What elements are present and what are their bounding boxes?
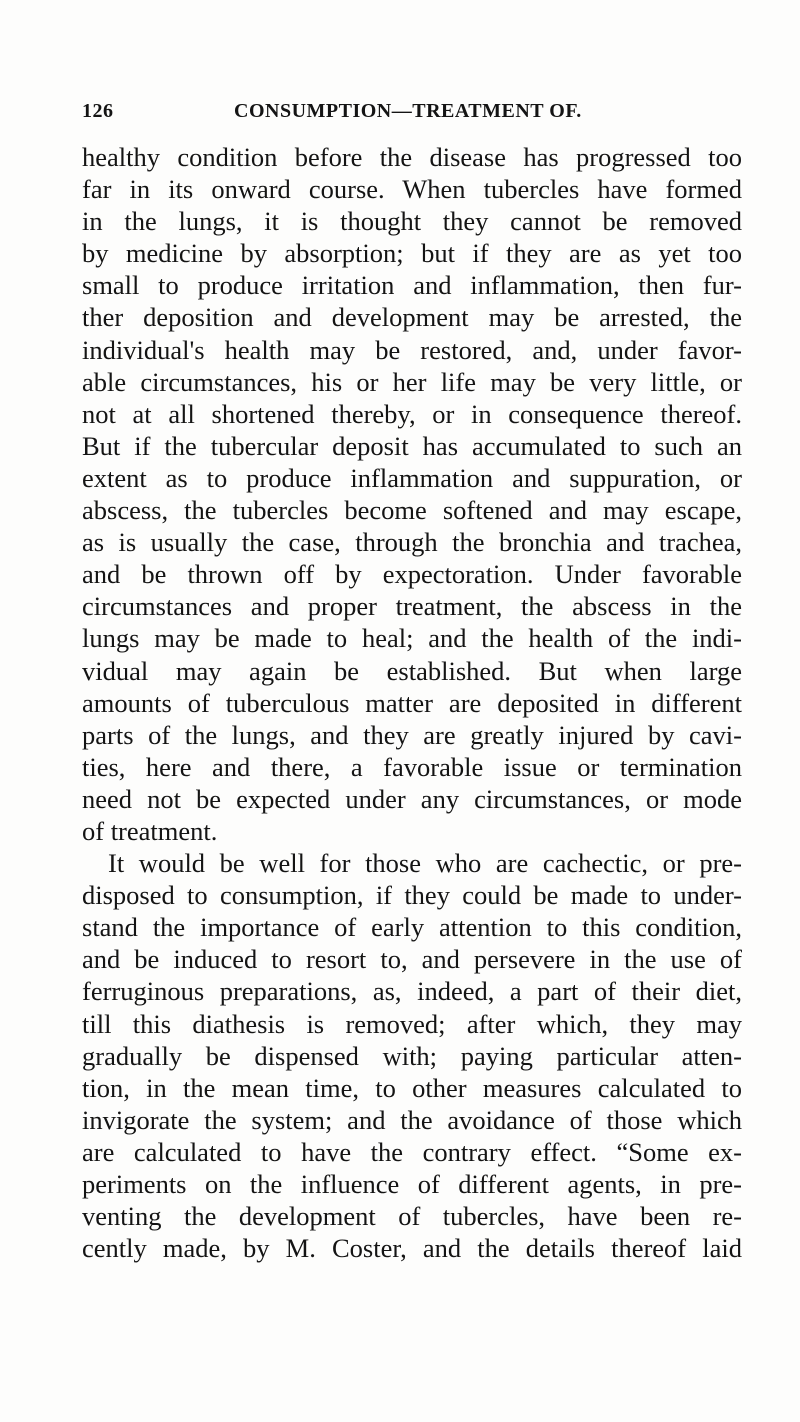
text-line: small to produce irritation and inflammation, then fur- — [82, 270, 742, 301]
text-line: vidual may again be established. But when large — [82, 655, 742, 686]
text-line: ther deposition and development may be arrested, the — [82, 302, 742, 333]
text-line: lungs may be made to heal; and the health of the indi- — [82, 623, 742, 654]
text-line: not at all shortened thereby, or in consequence thereof. — [82, 398, 742, 429]
text-line: in the lungs, it is thought they cannot be removed — [82, 206, 742, 237]
text-line: circumstances and proper treatment, the abscess in the — [82, 591, 742, 622]
paragraph-start-line: It would be well for those who are cachectic, or pre- — [108, 848, 742, 879]
text-line: But if the tubercular deposit has accumulated to such an — [82, 430, 742, 461]
text-line: and be induced to resort to, and persevere in the use of — [82, 944, 742, 975]
paragraph-end-line: of treatment. — [82, 815, 218, 846]
text-line: able circumstances, his or her life may be very little, or — [82, 366, 742, 397]
text-line: extent as to produce inflammation and suppuration, or — [82, 462, 742, 493]
text-line: individual's health may be restored, and, under favor- — [82, 334, 742, 365]
page-number: 126 — [82, 100, 114, 122]
text-line: are calculated to have the contrary effect. “Some ex- — [82, 1136, 742, 1167]
text-line: by medicine by absorption; but if they are as yet too — [82, 238, 742, 269]
text-line: stand the importance of early attention to this condition, — [82, 912, 742, 943]
text-line: cently made, by M. Coster, and the details thereof laid — [82, 1233, 742, 1264]
text-line: ties, here and there, a favorable issue or termination — [82, 751, 742, 782]
text-line: periments on the influence of different agents, in pre- — [82, 1169, 742, 1199]
text-line: as is usually the case, through the bronchia and trachea, — [82, 527, 742, 558]
text-line: invigorate the system; and the avoidance of those which — [82, 1104, 742, 1135]
text-line: disposed to consumption, if they could be made to under- — [82, 880, 742, 911]
text-line: parts of the lungs, and they are greatly injured by cavi- — [82, 719, 742, 750]
text-line: tion, in the mean time, to other measures calculated to — [82, 1072, 742, 1103]
text-line: need not be expected under any circumstances, or mode — [82, 783, 742, 814]
text-line: abscess, the tubercles become softened and may escape, — [82, 495, 742, 526]
text-line: venting the development of tubercles, have been re- — [82, 1201, 742, 1232]
text-line: amounts of tuberculous matter are deposited in different — [82, 687, 742, 718]
text-line: far in its onward course. When tubercles have formed — [82, 174, 742, 205]
page-header — [82, 100, 742, 130]
text-line: and be thrown off by expectoration. Under favorable — [82, 559, 742, 590]
body-text — [82, 141, 742, 1264]
text-line: healthy condition before the disease has progressed too — [82, 142, 742, 172]
running-head: CONSUMPTION—TREATMENT OF. — [234, 100, 582, 122]
text-line: till this diathesis is removed; after which, they may — [82, 1008, 742, 1039]
text-line: ferruginous preparations, as, indeed, a part of their diet, — [82, 976, 742, 1007]
text-line: gradually be dispensed with; paying particular atten- — [82, 1040, 742, 1071]
